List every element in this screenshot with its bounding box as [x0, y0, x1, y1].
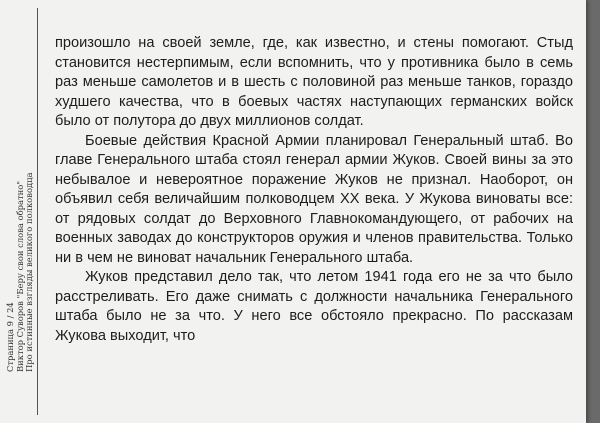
- page-text: [55, 34, 573, 346]
- paragraph-2: Боевые действия Красной Армии планировал Генеральный штаб. Во главе Генерального штаба стоял генерал армии Жуков. Своей вины за это небывалое и невероятное поражение Жуков не признал. Наоборот, он объявил себя величайшим полководцем XX века. У Жукова виноваты все: от рядовых солдат до Верховного Главнокомандующего, от рабочих на военных заводах до конструкторов оружия и членов правительства. Только ни в чем не виноват начальник Генерального штаба.: [55, 132, 573, 266]
- page-number-label: Страница 9 / 24: [5, 302, 15, 372]
- sidebar-divider: [37, 8, 38, 415]
- book-title-label: Виктор Суворов "Беру свои слова обратно": [15, 180, 25, 372]
- page-sidebar: [0, 0, 50, 423]
- paragraph-1: произошло на своей земле, где, как известно, и стены помогают. Стыд становится нестерпимым, если вспомнить, что у противника было в семь раз меньше самолетов и в шесть с половиной раз меньше танков, гораздо худшего качества, что в боевых частях наступающих германских войск было от полутора до двух миллионов солдат.: [55, 35, 573, 129]
- paragraph-3: Жуков представил дело так, что летом 1941 года его не за что было расстреливать. Его даже снимать с должности начальника Генерального штаба было не за что. У него все обстояло прекрасно. По рассказам Жукова выходит, что: [55, 269, 573, 344]
- book-subtitle-label: Про истинные взгляды великого полководца: [24, 172, 34, 372]
